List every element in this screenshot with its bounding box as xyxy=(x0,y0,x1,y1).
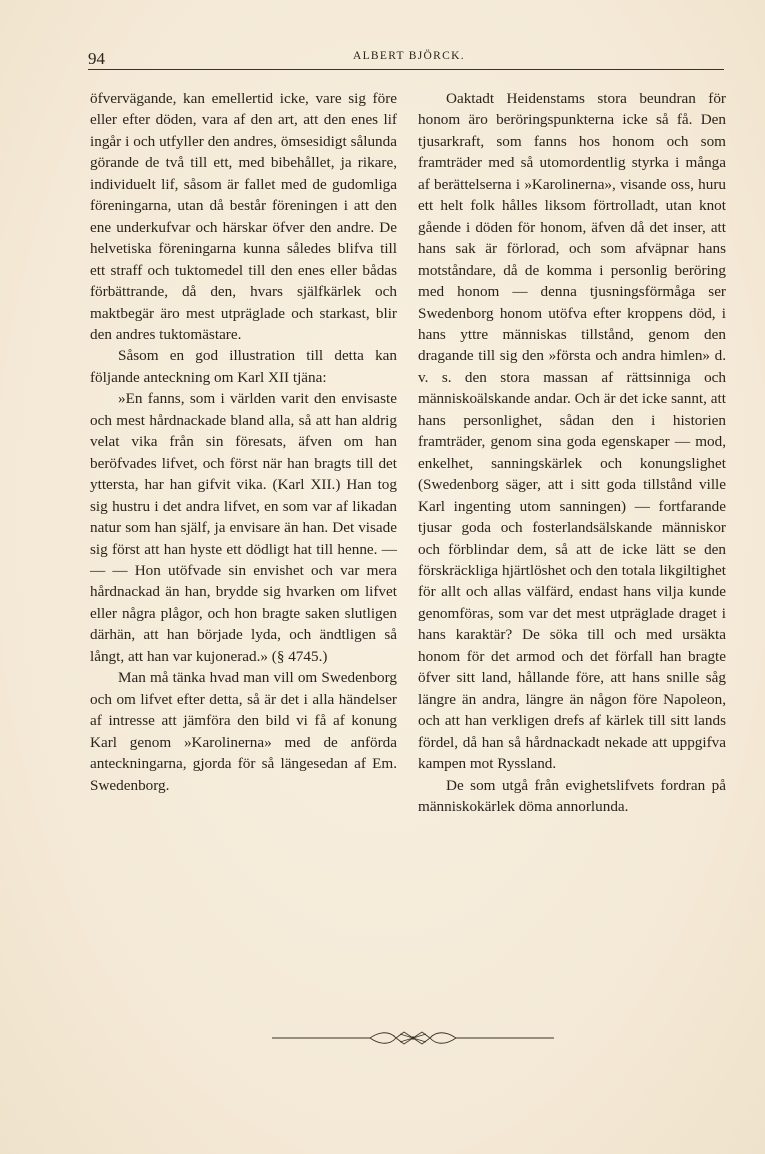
left-column xyxy=(90,88,397,796)
ornament-tailpiece-icon xyxy=(272,1028,554,1048)
page-number: 94 xyxy=(88,49,105,68)
header-rule xyxy=(88,69,724,70)
quotation-paragraph: »En fanns, som i världen varit den envisaste och mest hårdnackade bland alla, så att han aldrig velat vika från sin föresats, äfven om han beröfvades lifvet, och först när han bragts till det yttersta, har han gifvit vika. (Karl XII.) Han tog sig hustru i det andra lifvet, en som var af likadan natur som han själf, ja envisare än han. Det visade sig först att han hyste ett dödligt hat till henne. — — — Hon utöfvade sin envishet och var mera hårdnackad än han, brydde sig hvarken om lifvet eller några plågor, och hon bragte saken slutligen därhän, att han började lyda, och ändtligen så långt, att han var kujonerad.» (§ 4745.) xyxy=(90,390,397,665)
paragraph: Oaktadt Heidenstams stora beundran för honom äro beröringspunkterna icke så få. Den tjusarkraft, som fanns hos honom och som framträder med så utomordentlig styrka i många af berättelserna i »Karolinerna», visande oss, huru ett helt folk hålles liksom förtrolladt, utan knot gående i döden för honom, äfven då det inser, att hans sak är förlorad, och som afväpnar hans motståndare, då de komma i personlig beröring med honom — denna tjusningsförmåga ser Swedenborg honom utöfva efter kroppens död, i hans yttre människas tillstånd, genom den dragande till sig den »första och andra himlen» d. v. s. den stora massan af rättsinniga och människoälskande andar. Och är det icke sannt, att hans personlighet, sådan den i historien framträder, genom sina goda egenskaper — mod, enkelhet, sanningskärlek och konungslighet (Swedenborg säger, att i sitt goda tillstånd ville Karl ingenting utom sanningen) — fortfarande tjusar goda och fosterlandsälskande människor och förblindar dem, så att de icke lätt se den förskräckliga hjärtlöshet och den totala likgiltighet för allt och allas välfärd, endast hans vilja kunde genomföras, som var det mest utpräglade draget i hans karaktär? De söka till och med ursäkta honom för det armod och det förfall han bragte öfver sitt land, hållande före, att hans snille såg längre än andra, längre än någon före Napoleon, och att han verkligen drefs af kärlek till sitt lands fördel, då han så hårdnackadt nekade att uppgifva kampen mot Ryssland. xyxy=(418,90,726,773)
paragraph: Man må tänka hvad man vill om Swedenborg och om lifvet efter detta, så är det i alla händelser af intresse att jämföra den bild vi få af konung Karl genom »Karolinerna» med de anförda anteckningarna, gjorda för så längesedan af Em. Swedenborg. xyxy=(90,669,397,794)
running-title: ALBERT BJÖRCK. xyxy=(353,50,465,62)
paragraph: De som utgå från evighetslifvets fordran på människokärlek döma annorlunda. xyxy=(418,776,726,815)
right-column xyxy=(418,88,726,817)
paragraph: Såsom en god illustration till detta kan följande anteckning om Karl XII tjäna: xyxy=(90,347,397,386)
paragraph: öfvervägande, kan emellertid icke, vare sig före eller efter döden, vara af den art, att den enes lif ingår i och utfyller den andres, ömsesidigt sålunda görande de två till ett, med bibehållet, ja rikare, individuelt lif, såsom är fallet med de gudomliga föreningarna, utan då består föreningen i att den ene underkufvar och härskar öfver den andre. De helvetiska föreningarna kunna således blifva till ett straff och tuktomedel till den enes eller bådas förbättrande, då den, hvars själfkärlek och maktbegär äro mest utpräglade och starkast, blir den andres tuktomästare. xyxy=(90,90,397,343)
